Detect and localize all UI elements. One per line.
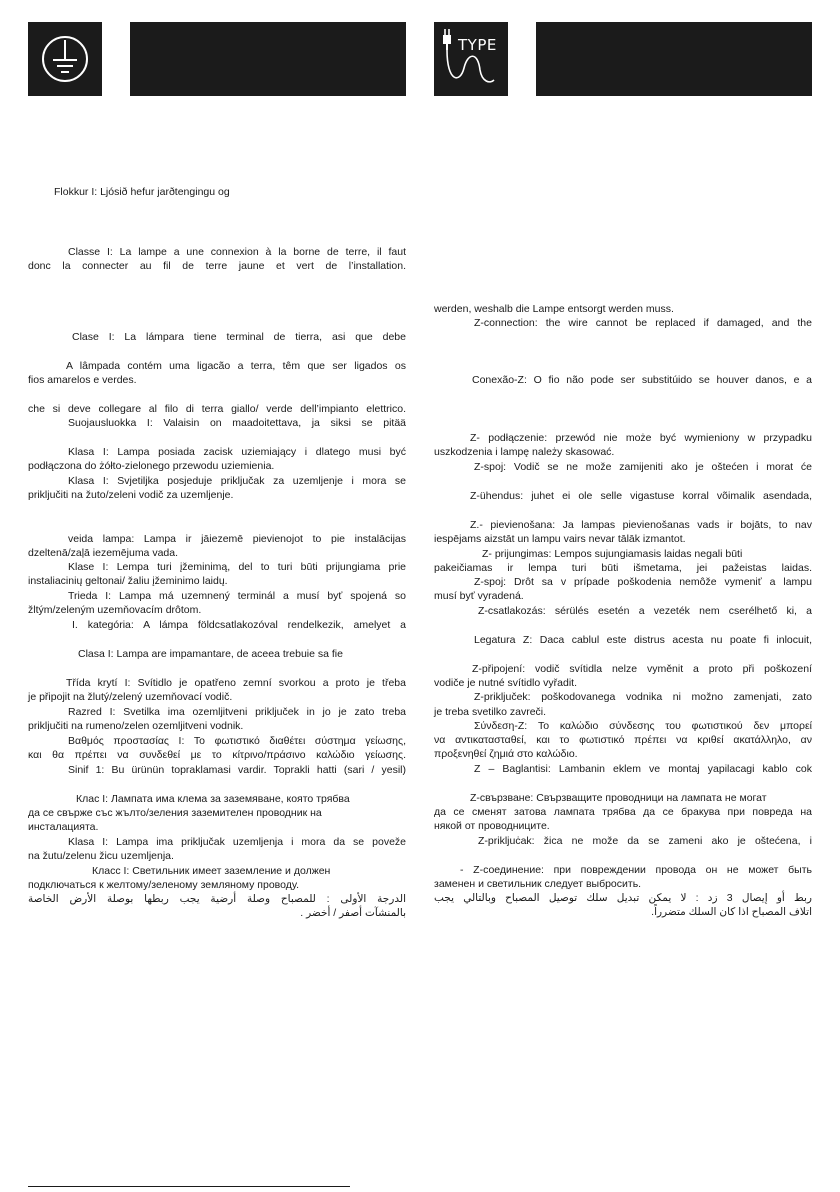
earth-ground-icon xyxy=(28,22,102,96)
text-line: A lâmpada contém uma ligacão a terra, têm que ser ligados os xyxy=(66,360,406,372)
text-line: Legatura Z: Daca cablul este distrus acesta nu poate fi inlocuit, xyxy=(474,634,812,646)
text-line: I. kategória: A lámpa földcsatlakozóval rendelkezik, amelyet a xyxy=(72,619,406,631)
text-line: بالمنشآت أصفر / أخضر . xyxy=(300,907,406,919)
text-line: да се свърже със жълто/зеления заземителен проводник на xyxy=(28,807,322,819)
text-line: vodiče je nutné svítidlo vyřadit. xyxy=(434,677,577,689)
text-line: Z- podłączenie: przewód nie może być wymieniony w przypadku xyxy=(470,432,812,444)
text-line: - Z-соединение: при повреждении провода он не может быть xyxy=(460,864,812,876)
header-divider xyxy=(102,22,130,96)
text-line: και θα πρέπει να συνδεθεί με το κίτρινο/πράσινο καλώδιο γείωσης. xyxy=(28,749,406,761)
text-line: ربط أو إيصال 3 زد : لا يمكن تبديل سلك توصيل المصباح وبالتالي يجب xyxy=(434,892,813,904)
text-line: Z-csatlakozás: sérülés esetén a vezeték nem cserélhető ki, a xyxy=(478,605,812,617)
text-line: някой от проводниците. xyxy=(434,820,550,832)
text-line: Razred I: Svetilka ima ozemljitveni priključek in jo je zato treba xyxy=(68,706,406,718)
header-left xyxy=(28,22,406,96)
text-line: fios amarelos e verdes. xyxy=(28,374,137,386)
text-line: Klasa I: Svjetiljka posjeduje priključak za uzemljenje i mora se xyxy=(68,475,406,487)
plug-type-icon xyxy=(434,22,508,96)
text-line: Z-spoj: Drôt sa v prípade poškodenia nemôže vymeniť a lampu xyxy=(474,576,812,588)
text-line: che si deve collegare al filo di terra giallo/ verde dell’impianto elettrico. xyxy=(28,403,406,415)
header-title-bar xyxy=(130,22,406,96)
text-line: pakeičiamas ir lempa turi būti išmetama, jei pažeistas laidas. xyxy=(434,562,812,574)
text-line: да се сменят затова лампата трябва да се бракува при повреда на xyxy=(434,806,812,818)
text-line: je treba svetilko zavreči. xyxy=(434,706,547,718)
text-line: Z- prijungimas: Lempos sujungiamasis laidas negali būti xyxy=(482,548,743,560)
text-line: žltým/zeleným uzemňovacím drôtom. xyxy=(28,604,202,616)
text-line: Conexão-Z: O fio não pode ser substitúido se houver danos, e a xyxy=(472,374,812,386)
text-line: donc la connecter au fil de terre jaune et vert de l’installation. xyxy=(28,260,406,272)
text-line: Klasa I: Lampa posiada zacisk uziemiający i dlatego musi być xyxy=(68,446,406,458)
text-line: Z.- pievienošana: Ja lampas pievienošanas vads ir bojāts, to nav xyxy=(470,519,812,531)
text-line: podłączona do żółto-zielonego przewodu uziemienia. xyxy=(28,460,275,472)
header-divider xyxy=(508,22,536,96)
text-line: Z-ühendus: juhet ei ole selle vigastuse korral võimalik asendada, xyxy=(470,490,812,502)
text-line: Z-spoj: Vodič se ne može zamijeniti ako je oštećen i morat će xyxy=(474,461,812,473)
text-line: Класс I: Светильник имеет заземление и должен xyxy=(92,865,331,877)
text-line: na žutu/zelenu žicu uzemljenja. xyxy=(28,850,174,862)
text-line: Z – Baglantisi: Lambanin eklem ve montaj yapilacagi kablo cok xyxy=(474,763,812,775)
text-line: Z-свързване: Свързващите проводници на лампата не могат xyxy=(470,792,767,804)
text-line: werden, weshalb die Lampe entsorgt werden muss. xyxy=(434,303,674,315)
header-right xyxy=(434,22,812,96)
text-line: Σύνδεση-Z: Το καλώδιο σύνδεσης του φωτιστικού δεν μπορεί xyxy=(474,720,812,732)
text-line: اتلاف المصباح اذا كان السلك متضرراً. xyxy=(651,906,812,918)
text-line: Suojausluokka I: Valaisin on maadoitettava, ja siksi se pitää xyxy=(68,417,406,429)
text-line: подключаться к желтому/зеленому земляному проводу. xyxy=(28,879,299,891)
text-line: veida lampa: Lampa ir jāiezemē pievienojot to pie instalācijas xyxy=(68,533,406,545)
text-line: musí byť vyradená. xyxy=(434,590,524,602)
text-line: Trieda I: Lampa má uzemnený terminál a musí byť spojená so xyxy=(68,590,406,602)
text-line: инсталацията. xyxy=(28,821,99,833)
text-line: Flokkur I: Ljósið hefur jarðtengingu og xyxy=(54,186,230,198)
type-label: TYPE xyxy=(458,36,497,54)
text-line: Klasa I: Lampa ima priključak uzemljenja i mora da se poveže xyxy=(68,836,406,848)
text-line: Z-připojení: vodič svítidla nelze vyměnit a proto při poškození xyxy=(472,663,812,675)
text-line: να αντικατασταθεί, και το φωτιστικό πρέπει να κριθεί ακατάλληλο, αν xyxy=(434,734,812,746)
text-line: заменен и светильник следует выбросить. xyxy=(434,878,642,890)
text-line: Βαθμός προστασίας I: Το φωτιστικό διαθέτει σύστημα γείωσης, xyxy=(68,735,406,747)
text-line: priključiti na žuto/zeleni vodič za uzemljenje. xyxy=(28,489,234,501)
text-line: iespējams aizstāt un lampu vairs nevar tālāk izmantot. xyxy=(434,533,686,545)
text-line: Clase I: La lámpara tiene terminal de tierra, asi que debe xyxy=(72,331,406,343)
text-line: προξενηθεί ζημιά στο καλώδιο. xyxy=(434,748,578,760)
text-line: Klase I: Lempa turi įžeminimą, del to turi būti prijungiama prie xyxy=(68,561,406,573)
text-line: priključiti na rumeno/zelen ozemljitveni vodnik. xyxy=(28,720,244,732)
text-line: Classe I: La lampe a une connexion à la borne de terre, il faut xyxy=(68,246,406,258)
text-line: Třída krytí I: Svítidlo je opatřeno zemní svorkou a proto je třeba xyxy=(66,677,406,689)
text-line: instaliacinių geltonai/ žaliu įžeminimo laidų. xyxy=(28,575,228,587)
text-line: Sinif 1: Bu ürünün topraklamasi vardir. Toprakli hatti (sari / yesil) xyxy=(68,764,406,776)
text-line: Z-prikljuċak: žica ne može da se zameni ako je oštećena, i xyxy=(478,835,812,847)
text-line: je připojit na žlutý/zelený uzemňovací vodič. xyxy=(28,691,233,703)
text-line: Z-priključek: poškodovanega vodnika ni možno zamenjati, zato xyxy=(474,691,812,703)
text-line: الدرجة الأولى : للمصباح وصلة أرضية يجب ربطها بوصلة الأرض الخاصة xyxy=(28,893,406,905)
text-line: uszkodzenia i lampę należy skasować. xyxy=(434,446,615,458)
text-line: Clasa I: Lampa are impamantare, de aceea trebuie sa fie xyxy=(78,648,343,660)
header-title-bar xyxy=(536,22,812,96)
text-line: Z-connection: the wire cannot be replaced if damaged, and the xyxy=(474,317,812,329)
footer-rule xyxy=(28,1186,350,1187)
text-line: Клас I: Лампата има клема за заземяване, която трябва xyxy=(76,793,350,805)
text-line: dzeltenā/zaļā iezemējuma vada. xyxy=(28,547,179,559)
